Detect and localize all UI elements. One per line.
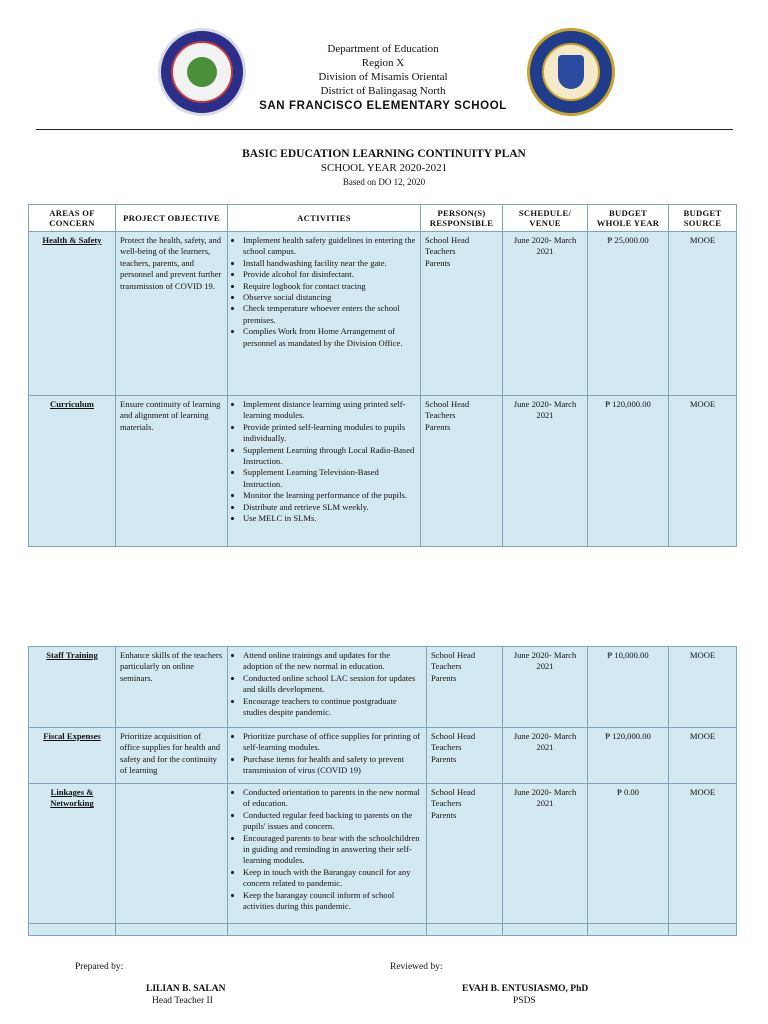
area-of-concern: Fiscal Expenses — [29, 728, 116, 784]
activity-item: • Use MELC in SLMs. — [243, 513, 416, 524]
budget-source: MOOE — [669, 784, 737, 924]
plan-table-page2 — [28, 646, 737, 936]
activity-item: • Provide printed self-learning modules to pupils individually. — [243, 422, 416, 445]
project-objective: Ensure continuity of learning and alignment of learning materials. — [116, 396, 228, 547]
activity-item: • Complies Work from Home Arrangement of personnel as mandated by the Division Office. — [243, 326, 416, 349]
area-of-concern: Linkages & Networking — [29, 784, 116, 924]
region-name: Region X — [361, 57, 405, 69]
blank-cell — [588, 924, 669, 936]
activities-list — [232, 650, 422, 718]
activity-item: • Keep the barangay council inform of school activities during this pandemic. — [243, 890, 422, 913]
header-divider — [36, 129, 733, 130]
activities-list — [232, 731, 422, 777]
reviewed-by-title: PSDS — [513, 996, 536, 1006]
activity-item: • Conducted orientation to parents in the new normal of education. — [243, 787, 422, 810]
persons-responsible — [421, 396, 503, 547]
area-of-concern: Staff Training — [29, 647, 116, 728]
budget-source: MOOE — [669, 728, 737, 784]
person-item: Parents — [425, 421, 451, 432]
school-name: SAN FRANCISCO ELEMENTARY SCHOOL — [259, 100, 507, 112]
district-name: District of Balingasag North — [320, 85, 446, 97]
activity-item: • Purchase items for health and safety to prevent transmission of virus (COVID 19) — [243, 754, 422, 777]
project-objective — [116, 784, 228, 924]
activity-item: • Encouraged parents to bear with the schoolchildren in guiding and reminding in answering their self-learning modules. — [243, 833, 422, 867]
table-row — [29, 647, 737, 728]
reviewed-by-name: EVAH B. ENTUSIASMO, PhD — [462, 984, 589, 994]
activity-item: • Monitor the learning performance of the pupils. — [243, 490, 416, 501]
school-year: SCHOOL YEAR 2020-2021 — [320, 162, 448, 174]
division-name: Division of Misamis Oriental — [318, 71, 448, 83]
prepared-by-title: Head Teacher II — [152, 996, 213, 1006]
person-item: School Head — [431, 787, 476, 797]
activity-item: • Provide alcohol for disinfectant. — [243, 269, 416, 280]
activity-item: • Install handwashing facility near the gate. — [243, 258, 416, 269]
person-item: Parents — [425, 257, 451, 268]
person-item: Teachers — [425, 246, 456, 257]
prepared-by-name: LILIAN B. SALAN — [146, 984, 226, 994]
col-persons: PERSON(S) RESPONSIBLE — [421, 205, 503, 232]
activity-item: • Check temperature whoever enters the school premises. — [243, 303, 416, 326]
table-row — [29, 232, 737, 396]
activity-item: • Distribute and retrieve SLM weekly. — [243, 502, 416, 513]
project-objective: Enhance skills of the teachers particularly on online seminars. — [116, 647, 228, 728]
budget-whole-year: ₱ 25,000.00 — [588, 232, 669, 396]
activities-cell — [228, 784, 427, 924]
person-item: Teachers — [425, 410, 456, 421]
project-objective: Protect the health, safety, and well-being of the learners, teachers, parents, and personnel and prevent further transmission of COVID 19. — [116, 232, 228, 396]
blank-cell — [503, 924, 588, 936]
budget-source: MOOE — [669, 647, 737, 728]
col-source: BUDGET SOURCE — [669, 205, 737, 232]
persons-responsible — [427, 784, 503, 924]
table-row — [29, 396, 737, 547]
blank-cell — [29, 924, 116, 936]
blank-cell — [228, 924, 427, 936]
blank-row — [29, 924, 737, 936]
persons-responsible — [427, 647, 503, 728]
activity-item: • Conducted online school LAC session for updates and skills development. — [243, 673, 422, 696]
activity-item: • Attend online trainings and updates for the adoption of the new normal in education. — [243, 650, 422, 673]
schedule-venue: June 2020- March 2021 — [503, 232, 588, 396]
person-item: Teachers — [431, 661, 462, 672]
blank-cell — [116, 924, 228, 936]
persons-responsible — [427, 728, 503, 784]
activities-cell — [228, 396, 421, 547]
person-item: School Head — [425, 235, 470, 245]
schedule-venue: June 2020- March 2021 — [503, 784, 588, 924]
document-title: BASIC EDUCATION LEARNING CONTINUITY PLAN — [242, 148, 526, 160]
activities-list — [232, 787, 422, 912]
col-schedule: SCHEDULE/ VENUE — [503, 205, 588, 232]
table-row — [29, 728, 737, 784]
area-of-concern: Health & Safety — [29, 232, 116, 396]
budget-whole-year: ₱ 120,000.00 — [588, 396, 669, 547]
blank-cell — [669, 924, 737, 936]
activity-item: • Implement distance learning using printed self-learning modules. — [243, 399, 416, 422]
activity-item: • Require logbook for contact tracing — [243, 281, 416, 292]
plan-table-page1 — [28, 204, 737, 547]
activity-item: • Supplement Learning Television-Based Instruction. — [243, 467, 416, 490]
budget-whole-year: ₱ 10,000.00 — [588, 647, 669, 728]
person-item: School Head — [425, 399, 470, 409]
activities-list — [232, 399, 416, 524]
budget-source: MOOE — [669, 396, 737, 547]
prepared-by-label: Prepared by: — [75, 962, 124, 972]
persons-responsible — [421, 232, 503, 396]
activity-item: • Keep in touch with the Barangay council for any concern related to pandemic. — [243, 867, 422, 890]
budget-whole-year: ₱ 0.00 — [588, 784, 669, 924]
col-area: AREAS OF CONCERN — [29, 205, 116, 232]
person-item: Parents — [431, 672, 457, 683]
schedule-venue: June 2020- March 2021 — [503, 728, 588, 784]
blank-cell — [427, 924, 503, 936]
activities-cell — [228, 232, 421, 396]
person-item: Parents — [431, 753, 457, 764]
project-objective: Prioritize acquisition of office supplies for health and safety and for the continuity of learning — [116, 728, 228, 784]
reviewed-by-label: Reviewed by: — [390, 962, 443, 972]
col-budget: BUDGET WHOLE YEAR — [588, 205, 669, 232]
person-item: Teachers — [431, 798, 462, 809]
table-row — [29, 784, 737, 924]
basis-note: Based on DO 12, 2020 — [342, 177, 426, 187]
schedule-venue: June 2020- March 2021 — [503, 396, 588, 547]
activity-item: • Prioritize purchase of office supplies for printing of self-learning modules. — [243, 731, 422, 754]
activity-item: • Encourage teachers to continue postgraduate studies despite pandemic. — [243, 696, 422, 719]
budget-whole-year: ₱ 120,000.00 — [588, 728, 669, 784]
activities-list — [232, 235, 416, 349]
person-item: School Head — [431, 731, 476, 741]
activities-cell — [228, 728, 427, 784]
activity-item: • Conducted regular feed backing to parents on the pupils' issues and concern. — [243, 810, 422, 833]
department-name: Department of Education — [327, 43, 439, 55]
col-activities: ACTIVITIES — [228, 205, 421, 232]
activity-item: • Supplement Learning through Local Radio-Based Instruction. — [243, 445, 416, 468]
schedule-venue: June 2020- March 2021 — [503, 647, 588, 728]
header-row — [29, 205, 737, 232]
area-of-concern: Curriculum — [29, 396, 116, 547]
activity-item: • Implement health safety guidelines in entering the school campus. — [243, 235, 416, 258]
person-item: Teachers — [431, 742, 462, 753]
activity-item: • Observe social distancing — [243, 292, 416, 303]
person-item: School Head — [431, 650, 476, 660]
activities-cell — [228, 647, 427, 728]
budget-source: MOOE — [669, 232, 737, 396]
person-item: Parents — [431, 809, 457, 820]
col-objective: PROJECT OBJECTIVE — [116, 205, 228, 232]
deped-seal-logo — [527, 28, 615, 116]
